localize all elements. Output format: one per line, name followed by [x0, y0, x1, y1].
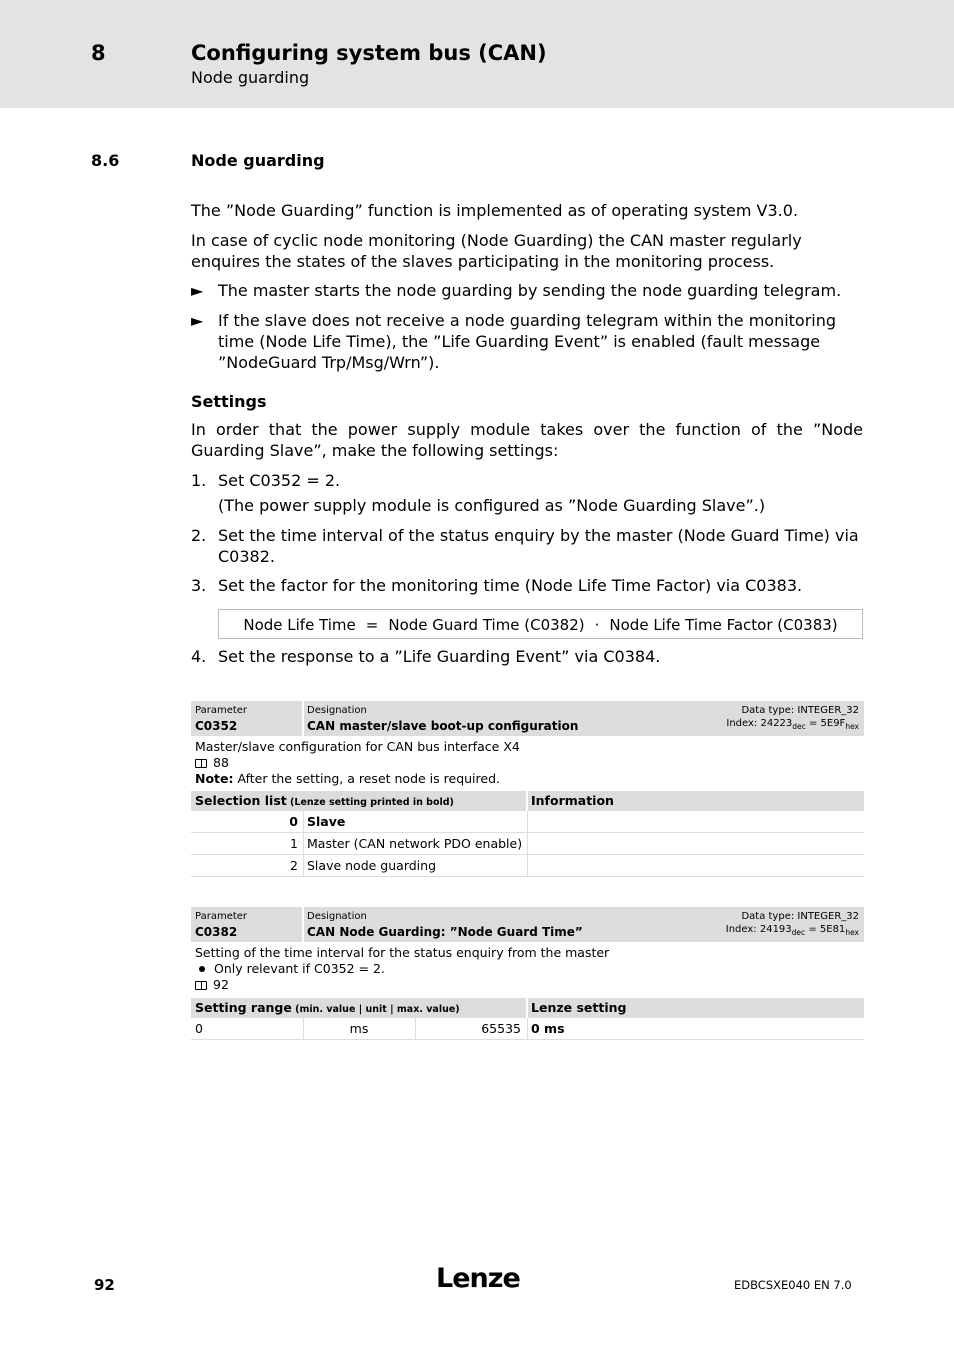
book-icon	[195, 759, 207, 768]
parameter-table-c0352	[191, 701, 864, 877]
paragraph: The ”Node Guarding” function is implemented as of operating system V3.0.	[191, 201, 799, 220]
settings-heading: Settings	[191, 392, 267, 411]
table-subheader: Selection list (Lenze setting printed in bold) Information	[191, 791, 864, 811]
arrow-bullet-icon: ►	[191, 281, 204, 300]
table-row: 0 Slave	[191, 811, 864, 833]
chapter-number: 8	[91, 41, 106, 65]
index: Index: $24223_{dec} = 5E9F_{hex}$	[726, 718, 859, 731]
parameter-code: C0352	[195, 719, 238, 733]
formula-box: Node Life Time = Node Guard Time (C0382) · Node Life Time Factor (C0383)	[218, 609, 863, 639]
table-row: 1 Master (CAN network PDO enable)	[191, 833, 864, 855]
bullet-dot-icon	[199, 966, 205, 972]
data-type: Data type: INTEGER_32	[741, 705, 859, 716]
page-reference[interactable]: 92	[213, 977, 229, 992]
lenze-logo: Lenze	[436, 1263, 520, 1294]
paragraph: In case of cyclic node monitoring (Node Guarding) the CAN master regularly enquires the states of the slaves participating in the monitoring process.	[191, 231, 802, 271]
settings-intro: In order that the power supply module takes over the function of the ”Node Guarding Slave”, make the following settings:	[191, 420, 863, 460]
table-description: Master/slave configuration for CAN bus interface X4 88 Note: After the setting, a reset node is required.	[195, 739, 520, 786]
designation: CAN Node Guarding: ”Node Guard Time”	[307, 925, 583, 939]
section-title: Node guarding	[191, 151, 325, 170]
designation: CAN master/slave boot-up configuration	[307, 719, 579, 733]
section-number: 8.6	[91, 151, 120, 170]
document-id: EDBCSXE040 EN 7.0	[734, 1278, 852, 1292]
page-reference[interactable]: 88	[213, 755, 229, 770]
parameter-code: C0382	[195, 925, 238, 939]
table-row: 0 ms 65535 0 ms	[191, 1018, 864, 1040]
table-row: 2 Slave node guarding	[191, 855, 864, 877]
index: Index: $24193_{dec} = 5E81_{hex}$	[725, 924, 859, 937]
table-subheader: Setting range (min. value | unit | max. value) Lenze setting	[191, 998, 864, 1018]
table-header: Parameter C0382 Designation CAN Node Guarding: ”Node Guard Time” Data type: INTEGER_32 Index: $24193_{dec} = 5E81_{hex}$	[191, 907, 864, 942]
chapter-subtitle: Node guarding	[191, 68, 310, 87]
chapter-header	[0, 0, 954, 108]
table-header: Parameter C0352 Designation CAN master/slave boot-up configuration Data type: INTEGER_32 Index: $24223_{dec} = 5E9F_{hex}$	[191, 701, 864, 736]
chapter-title: Configuring system bus (CAN)	[191, 41, 547, 65]
page-number: 92	[94, 1276, 115, 1294]
book-icon	[195, 981, 207, 990]
arrow-bullet-icon: ►	[191, 311, 204, 330]
data-type: Data type: INTEGER_32	[741, 911, 859, 922]
table-description: Setting of the time interval for the status enquiry from the master Only relevant if C0352 = 2. 92	[195, 945, 610, 992]
parameter-table-c0382	[191, 907, 864, 1040]
